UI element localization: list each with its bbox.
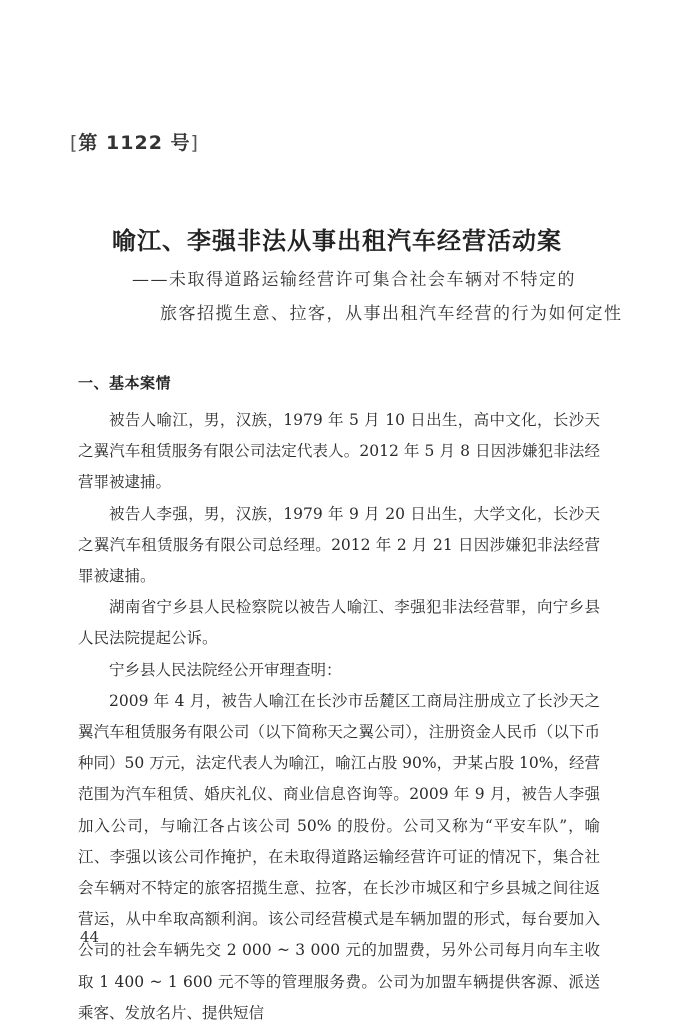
paragraph-court-finding: 宁乡县人民法院经公开审理查明：: [109, 660, 342, 679]
section-heading: 一、基本案情: [78, 374, 172, 392]
paragraph-prosecution: 湖南省宁乡县人民检察院以被告人喻江、李强犯非法经营罪，向宁乡县人民法院提起公诉。: [78, 598, 600, 648]
case-title: 喻江、李强非法从事出租汽车经营活动案: [112, 226, 562, 255]
case-number-bracket-close: ]: [190, 132, 199, 154]
paragraph-defendant-yu: 被告人喻江，男，汉族，1979 年 5 月 10 日出生，高中文化，长沙天之翼汽车租赁服务有限公司法定代表人。2012 年 5 月 8 日因涉嫌犯非法经营罪被逮捕。: [78, 411, 600, 492]
case-number-bracket-open: [: [70, 132, 79, 154]
case-subtitle-line-2: 旅客招揽生意、拉客，从事出租汽车经营的行为如何定性: [160, 304, 623, 324]
case-number: [70, 128, 199, 155]
paragraph-facts: 2009 年 4 月，被告人喻江在长沙市岳麓区工商局注册成立了长沙天之翼汽车租赁服务有限公司（以下简称天之翼公司），注册资金人民币（以下币种同）50 万元，法定代表人为喻江，喻江占股 90%，尹某占股 10%，经营范围为汽车租赁、婚庆礼仪、商业信息咨询等。2009 年 9 月，被告人李强加入公司，与喻江各占该公司 50% 的股份。公司又称为“平安车队”，喻江、李强以该公司作掩护，在未取得道路运输经营许可证的情况下，集合社会车辆对不特定的旅客招揽生意、拉客，在长沙市城区和宁乡县城之间往返营运，从中牟取高额利润。该公司经营模式是车辆加盟的形式，每台要加入公司的社会车辆先交 2 000 ~ 3 000 元的加盟费，另外公司每月向车主收取 1 400 ~ 1 600 元不等的管理服务费。公司为加盟车辆提供客源、派送乘客、发放名片、提供短信: [78, 691, 600, 1022]
body-text: [78, 405, 600, 1029]
case-subtitle-line-1: ——未取得道路运输经营许可集合社会车辆对不特定的: [132, 270, 576, 290]
case-number-text: 第 1122 号: [78, 132, 191, 154]
page-number: 44: [80, 928, 100, 946]
paragraph-defendant-li: 被告人李强，男，汉族，1979 年 9 月 20 日出生，大学文化，长沙天之翼汽车租赁服务有限公司总经理。2012 年 2 月 21 日因涉嫌犯非法经营罪被逮捕。: [78, 504, 600, 586]
